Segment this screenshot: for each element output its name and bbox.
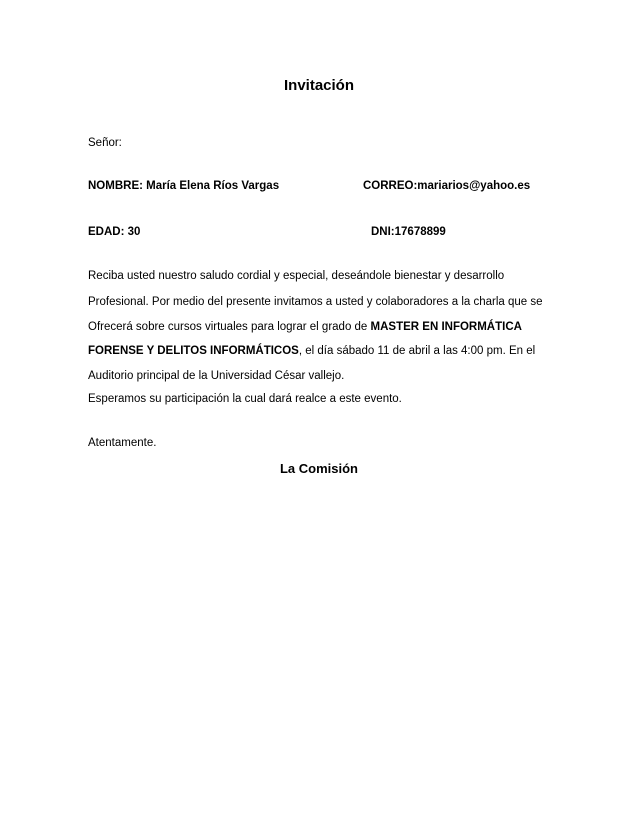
- body-line-4: [88, 345, 535, 357]
- body-line-2: Profesional. Por medio del presente invitamos a usted y colaboradores a la charla que se: [88, 296, 543, 308]
- edad-field: EDAD: 30: [88, 226, 141, 238]
- correo-field: CORREO:mariarios@yahoo.es: [363, 180, 531, 192]
- body-line-1: Reciba usted nuestro saludo cordial y especial, deseándole bienestar y desarrollo: [88, 270, 505, 282]
- body-line-3-text: Ofrecerá sobre cursos virtuales para lograr el grado de: [88, 321, 371, 333]
- body-line-4-text: , el día sábado 11 de abril a las 4:00 pm. En el: [298, 345, 536, 357]
- salutation: Señor:: [88, 137, 122, 149]
- document-title: Invitación: [283, 77, 354, 94]
- body-line-3: [88, 321, 522, 333]
- signature: La Comisión: [279, 461, 358, 476]
- dni-field: DNI:17678899: [371, 226, 446, 238]
- body-line-6: Esperamos su participación la cual dará realce a este evento.: [88, 393, 402, 405]
- body-line-5: Auditorio principal de la Universidad César vallejo.: [88, 370, 345, 382]
- degree-name-part-1: MASTER EN INFORMÁTICA: [370, 321, 522, 333]
- degree-name-part-2: FORENSE Y DELITOS INFORMÁTICOS: [88, 345, 299, 357]
- nombre-field: NOMBRE: María Elena Ríos Vargas: [88, 180, 280, 192]
- closing: Atentamente.: [88, 437, 157, 449]
